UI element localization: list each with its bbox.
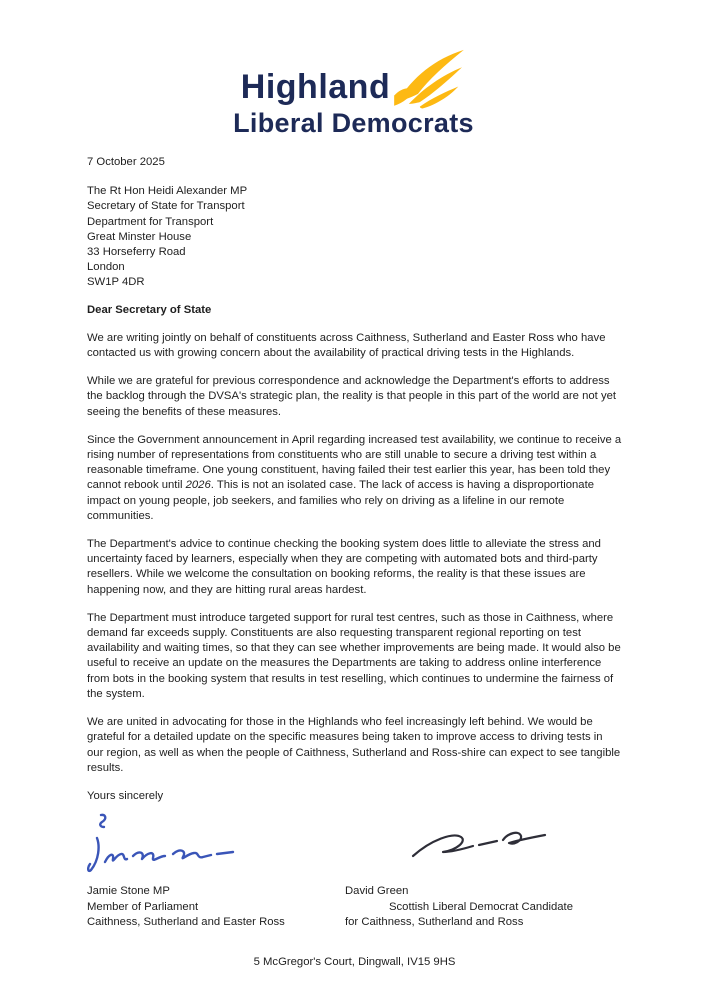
paragraph-3: [87, 433, 622, 524]
signatory-title: Scottish Liberal Democrat Candidate: [389, 900, 573, 913]
signatory-title: Member of Parliament: [87, 900, 199, 913]
paragraph-3-text-before: Since the Government announcement in April regarding increased test availability, we continue to receive a rising number of representations from constituents who are still unable to secure a driving test within a reasonable timeframe. One young constituent, having failed their test earlier this year, has been told they cannot rebook until: [87, 433, 622, 492]
signatory-area: Caithness, Sutherland and Easter Ross: [87, 916, 285, 929]
libdem-bird-of-liberty-icon: [392, 48, 466, 114]
paragraph-1: We are writing jointly on behalf of constituents across Caithness, Sutherland and Easter Ross who have contacted us with growing concern about the availability of practical driving tests in the Highlands.: [87, 331, 606, 360]
footer-address: 5 McGregor's Court, Dingwall, IV15 9HS: [253, 955, 456, 968]
signature-block: [87, 812, 622, 931]
david-green-signature: [345, 812, 622, 884]
signatory-name: David Green: [345, 885, 409, 898]
signatory-right: [345, 812, 622, 931]
logo-text-liberal-democrats: Liberal Democrats: [233, 108, 474, 138]
closing-valediction: Yours sincerely: [87, 789, 164, 802]
paragraph-3-italic-year: 2026: [185, 479, 211, 492]
address-line: Department for Transport: [87, 215, 214, 228]
david-signature-strokes: [413, 833, 545, 856]
salutation: Dear Secretary of State: [87, 303, 212, 316]
bird-shape: [394, 50, 464, 109]
paragraph-6: We are united in advocating for those in the Highlands who feel increasingly left behind. We would be grateful for a detailed update on the specific measures being taken to improve access to driving tests in our region, as well as when the people of Caithness, Sutherland and Ross-shire can expect to see tangible results.: [87, 716, 621, 774]
paragraph-5: The Department must introduce targeted support for rural test centres, such as those in Caithness, where demand far exceeds supply. Constituents are also requesting transparent regional reporting on test availability and waiting times, so that they can see whether improvements are being made. It would also be useful to receive an update on the measures the Departments are taking to address online interference from bots in the booking system that results in test reselling, which continues to undermine the fairness of the system.: [87, 611, 621, 700]
logo-text-highland: Highland: [240, 68, 391, 106]
logo: [0, 0, 707, 139]
signatory-name: Jamie Stone MP: [87, 885, 170, 898]
recipient-address: [87, 184, 622, 290]
paragraph-4: The Department's advice to continue checking the booking system does little to alleviate the stress and uncertainty faced by learners, especially when they are competing with automated bots and third-party resellers. While we welcome the consultation on booking reforms, the reality is that these issues are happening now, and they are hitting rural areas hardest.: [87, 538, 601, 596]
address-line: Secretary of State for Transport: [87, 200, 245, 213]
address-line: 33 Horseferry Road: [87, 246, 186, 259]
address-line: The Rt Hon Heidi Alexander MP: [87, 185, 248, 198]
letter-content: [0, 155, 707, 970]
address-line: Great Minster House: [87, 230, 192, 243]
paragraph-2: While we are grateful for previous correspondence and acknowledge the Department's efforts to address the backlog through the DVSA's strategic plan, the reality is that people in this part of the world are not yet seeing the benefits of these measures.: [87, 375, 617, 418]
signatory-area: for Caithness, Sutherland and Ross: [345, 916, 524, 929]
address-line: London: [87, 261, 125, 274]
jamie-stone-signature: [87, 812, 345, 884]
logo-row: [0, 48, 707, 114]
address-line: SW1P 4DR: [87, 276, 145, 289]
jamie-signature-strokes: [88, 815, 233, 871]
signatory-left: [87, 812, 345, 931]
letter-date: 7 October 2025: [87, 156, 165, 168]
paragraph-3-text-after: . This is not an isolated case. The lack of access is having a disproportionate impact on young people, job seekers, and families who rely on driving as a lifeline in our remote communities.: [87, 479, 595, 522]
